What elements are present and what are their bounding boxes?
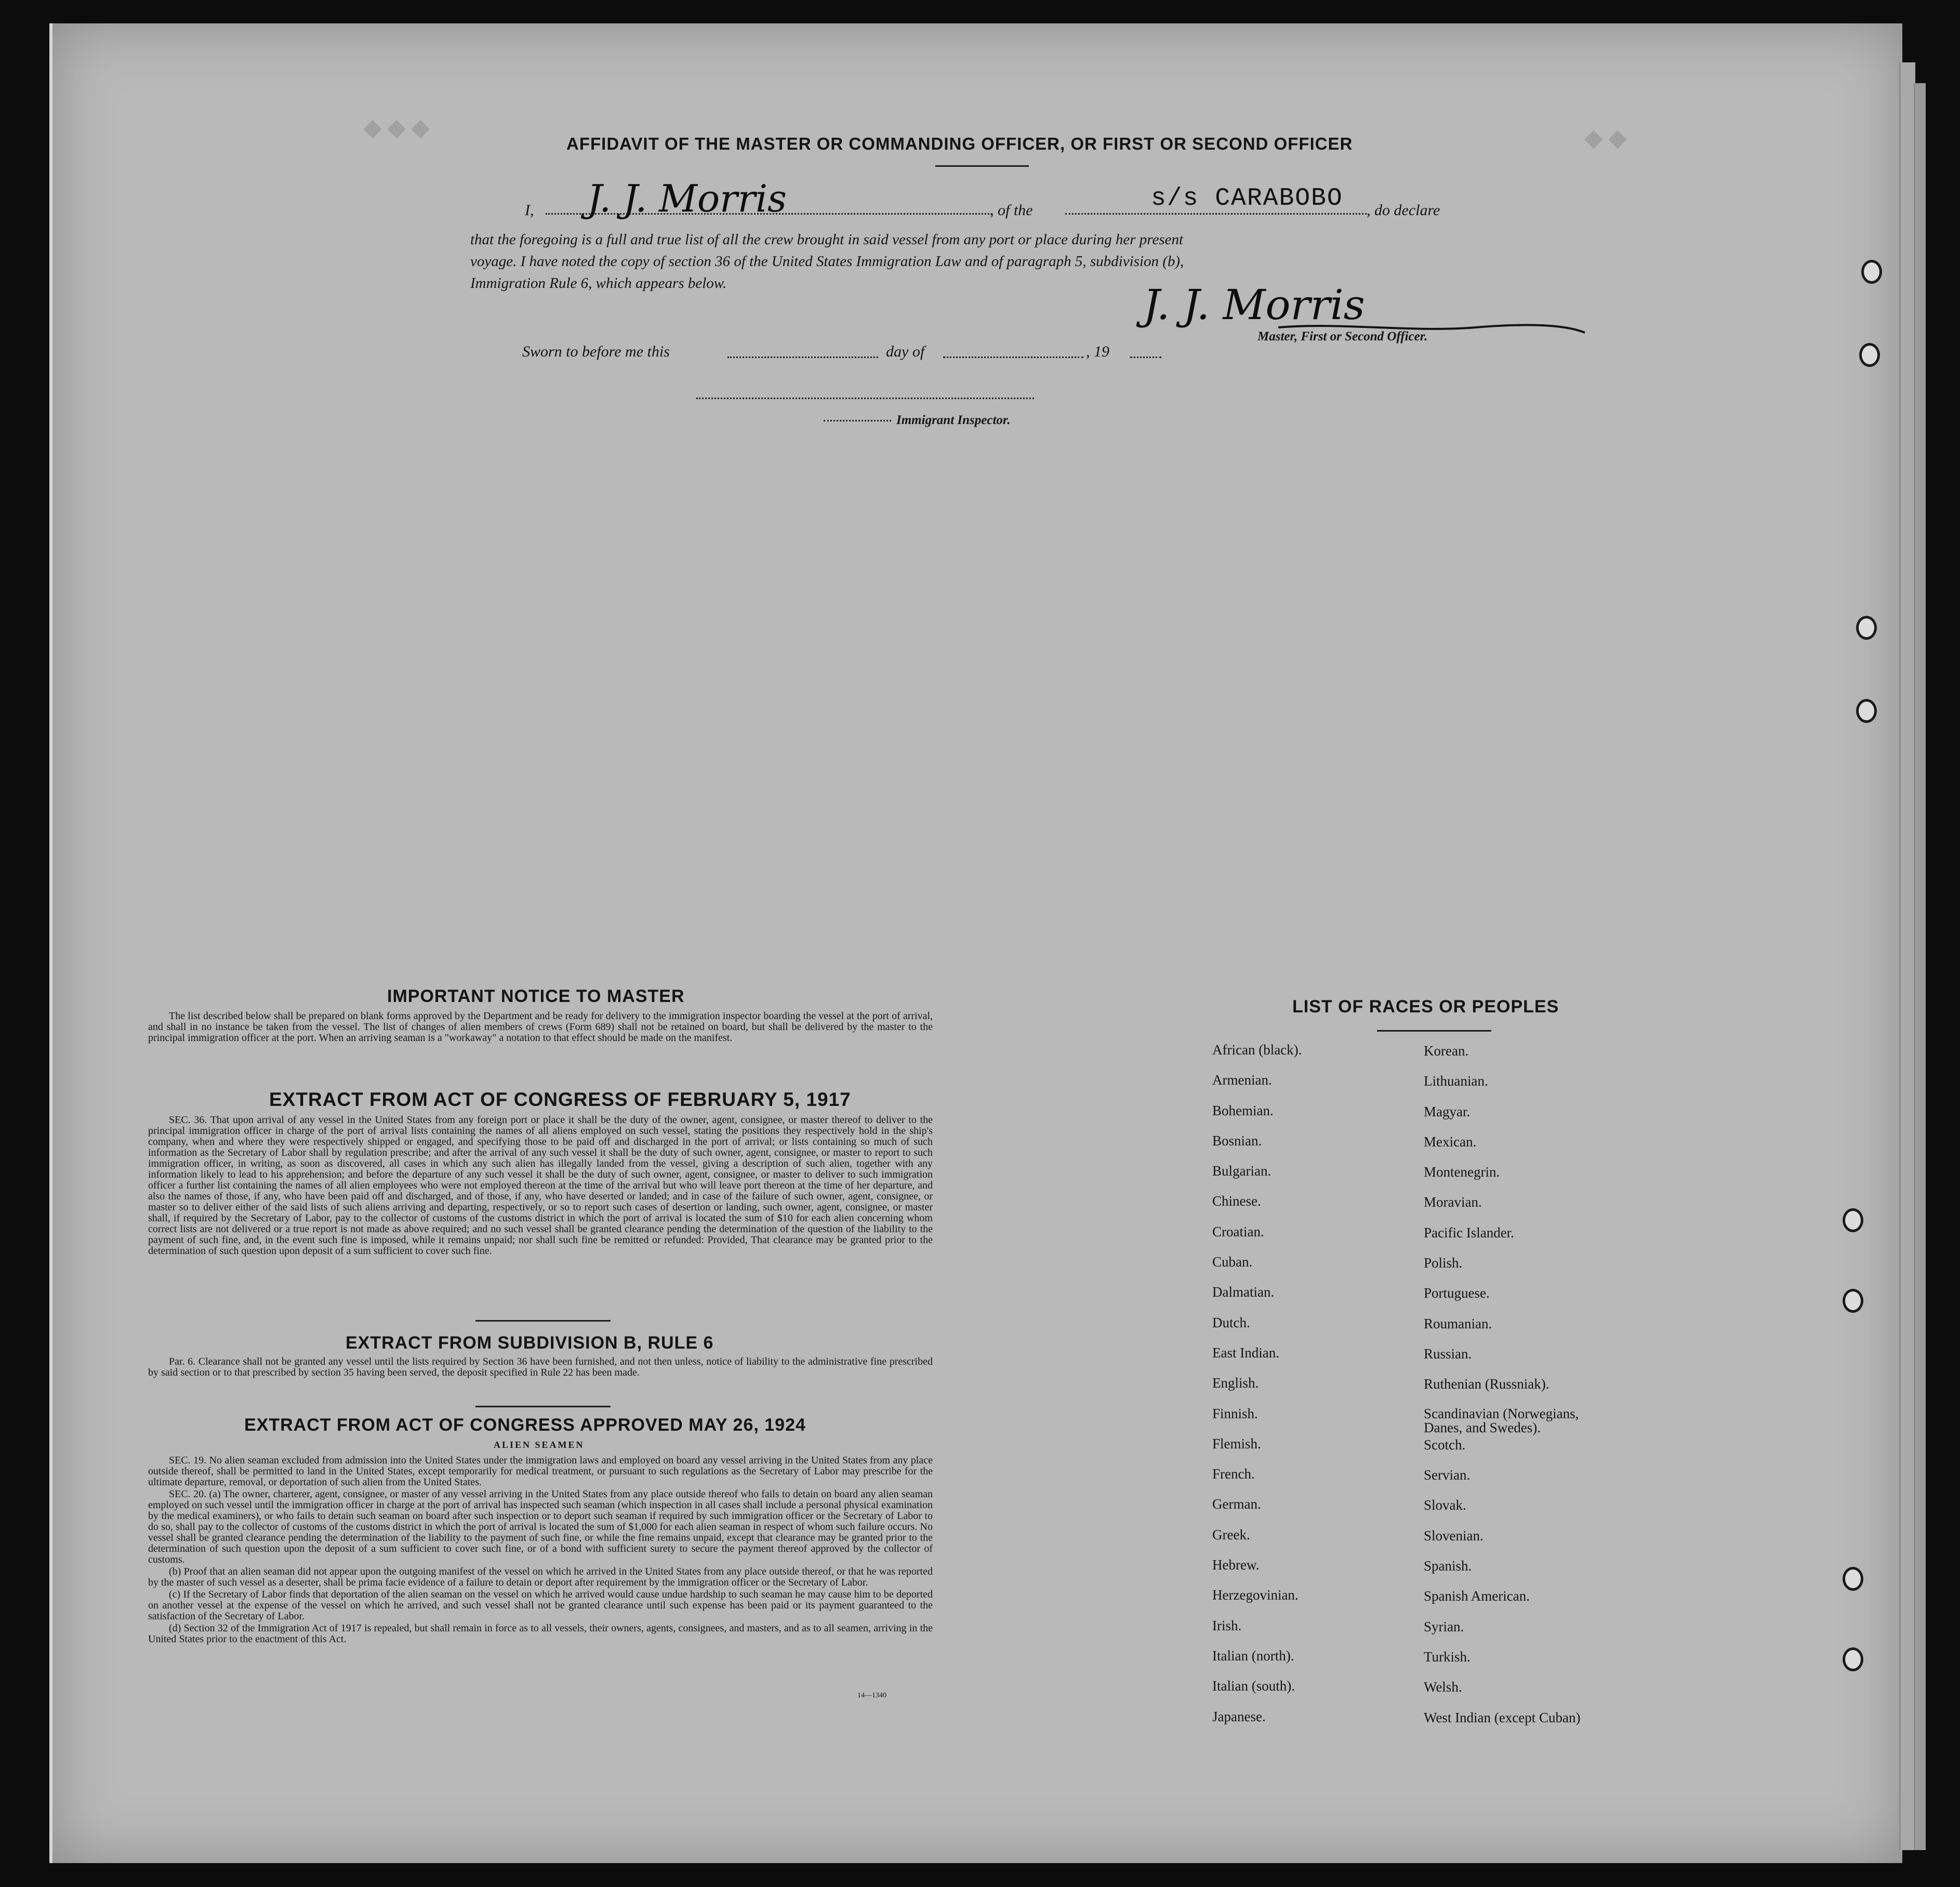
page-edge [1899, 62, 1915, 1850]
inspector-leader [824, 420, 891, 421]
race-item: Flemish. [1212, 1435, 1261, 1451]
race-item: Moravian. [1424, 1194, 1482, 1210]
bleed-through-mark: ◆ ◆ [1585, 125, 1626, 151]
race-item: French. [1212, 1466, 1255, 1482]
sec-20a-paragraph: SEC. 20. (a) The owner, charterer, agent, consignee, or master of any vessel arriving in the United States from any place outside thereof who fails to detain on board any alien seaman employed on such vessel until the immigration officer in charge at the port of arrival has inspected such seaman (which inspection in all cases shall include a personal physical examination by the medical examiners), or who fails to detain such seaman on board after such inspection or to deport such seaman if required by such immigration officer or the Secretary of Labor to do so, shall pay to the collector of customs of the customs district in which the port of arrival is located the sum of $1,000 for each alien seaman in respect of whom such failure occurs. No vessel shall be granted clearance pending the determination of the liability to the payment of such fine, or while the fine remains unpaid, except that clearance may be granted prior to the determination of such question upon the deposit of a sum sufficient to cover such fine, or of a bond with sufficient surety to secure the payment thereof approved by the collector of customs. [148, 1488, 933, 1565]
race-item: Bosnian. [1212, 1132, 1262, 1149]
race-item: Welsh. [1424, 1679, 1462, 1695]
sec-20c-paragraph: (c) If the Secretary of Labor finds that deportation of the alien seaman on the vessel on which he arrived would cause undue hardship to such seaman he may cause him to be deported on another vessel at the expense of the vessel on which he arrived, and such vessel shall not be granted clearance until such expense has been paid or its payment guaranteed to the satisfaction of the Secretary of Labor. [148, 1589, 933, 1622]
race-item: Greek. [1212, 1526, 1250, 1542]
race-item: Pacific Islander. [1424, 1224, 1514, 1241]
notice-title: IMPORTANT NOTICE TO MASTER [387, 986, 685, 1006]
punch-hole-icon [1856, 616, 1877, 640]
race-item: Bohemian. [1212, 1102, 1274, 1118]
race-item: Bulgarian. [1212, 1163, 1272, 1179]
races-left-column [1212, 1042, 1302, 1739]
race-item: Slovenian. [1424, 1527, 1484, 1543]
race-item: Portuguese. [1424, 1285, 1490, 1301]
affidavit-line: that the foregoing is a full and true list of all the crew brought in said vessel from any port or place during her present [470, 231, 1184, 248]
race-item: Magyar. [1424, 1103, 1471, 1119]
extract-rule6-title: EXTRACT FROM SUBDIVISION B, RULE 6 [346, 1333, 714, 1353]
race-item: Russian. [1424, 1345, 1472, 1362]
year-line [1130, 357, 1161, 358]
race-item: Slovak. [1424, 1497, 1466, 1513]
punch-hole-icon [1856, 699, 1877, 723]
race-item: Ruthenian (Russniak). [1424, 1376, 1550, 1392]
race-item: Polish. [1424, 1255, 1463, 1271]
master-signature: J. J. Morris [1143, 281, 1365, 329]
race-item: African (black). [1212, 1042, 1302, 1058]
signature-caption: Master, First or Second Officer. [1257, 329, 1428, 344]
race-item: Finnish. [1212, 1405, 1258, 1421]
punch-hole-icon [1843, 1289, 1863, 1313]
sworn-label: Sworn to before me this [522, 343, 670, 360]
punch-hole-icon [1843, 1647, 1863, 1671]
race-item: Armenian. [1212, 1072, 1272, 1088]
race-item: Cuban. [1212, 1254, 1253, 1270]
punch-hole-icon [1859, 343, 1880, 367]
i-label: I, [525, 202, 534, 219]
race-item: Scandinavian (Norwegians, Danes, and Swedes). [1424, 1405, 1579, 1435]
vessel-name: s/s CARABOBO [1151, 184, 1343, 213]
section-divider [475, 1320, 611, 1322]
race-item: Hebrew. [1212, 1557, 1260, 1573]
race-item: Turkish. [1424, 1648, 1471, 1665]
race-item: Korean. [1424, 1043, 1469, 1059]
race-item: Servian. [1424, 1467, 1471, 1483]
affidavit-body [470, 229, 1184, 294]
race-item: Chinese. [1212, 1193, 1261, 1209]
race-item: East Indian. [1212, 1344, 1279, 1361]
race-item: Scotch. [1424, 1436, 1466, 1453]
title-divider [935, 165, 1029, 167]
bleed-through-mark: ◆ ◆ ◆ [364, 115, 429, 140]
punch-hole-icon [1861, 260, 1882, 284]
race-item: Spanish. [1424, 1558, 1472, 1574]
race-item: Italian (south). [1212, 1678, 1295, 1694]
race-item: Croatian. [1212, 1223, 1264, 1239]
race-item: Dutch. [1212, 1314, 1250, 1330]
page-edge [1914, 83, 1926, 1850]
race-item: Mexican. [1424, 1133, 1477, 1150]
sec-36-paragraph: SEC. 36. That upon arrival of any vessel in the United States from any foreign port or place it shall be the duty of the owner, agent, consignee, or master thereof to deliver to the principal immigration officer in charge of the port of arrival lists containing the names of all aliens employed on such vessel, stating the positions they respectively hold in the ship's company, when and where they were respectively shipped or engaged, and specifying those to be paid off and discharged in the port of arrival; or lists containing so much of such information as the Secretary of Labor shall by regulation prescribe; and after the arrival of any such vessel it shall be the duty of such owner, agent, consignee, or master to report to such immigration officer, in writing, as soon as discovered, all cases in which any such alien has illegally landed from the vessel, giving a description of such alien, together with any information likely to lead to his apprehension; and before the departure of any such vessel it shall be the duty of such owner, agent, consignee, or master to deliver to such immigration officer a further list containing the names of all alien employees who were not employed thereon at the time of the arrival but who will leave port thereon at the time of her departure, and also the names of those, if any, who have been paid off and discharged, and of those, if any, who have deserted or landed; and in case of the failure of such owner, agent, consignee, or master so to deliver either of the said lists of such aliens arriving and departing, respectively, or so to report such cases of desertion or landing, such owner, agent, consignee, or master shall, if required by the Secretary of Labor, pay to the collector of customs of the customs district in which the port of arrival is located the sum of $10 for each alien concerning whom correct lists are not delivered or a true report is not made as above required; and no such vessel shall be granted clearance pending the determination of the question of the liability to the payment of such fine, and, in the event such fine is imposed, while it remains unpaid; nor shall such fine be remitted or refunded: Provided, That clearance may be granted prior to the determination of such question upon deposit of a sum sufficient to cover such fine. [148, 1114, 933, 1257]
race-item: Roumanian. [1424, 1315, 1492, 1331]
extract-rule6-text [148, 1356, 933, 1379]
master-name-signature: J. J. Morris [587, 177, 787, 220]
par-6-paragraph: Par. 6. Clearance shall not be granted any vessel until the lists required by Section 36 have been furnished, and not then unless, notice of liability to the administrative fine prescribed by said section or to that prescribed by section 35 having been served, the deposit specified in Rule 22 has been made. [148, 1356, 933, 1378]
affidavit-title: AFFIDAVIT OF THE MASTER OR COMMANDING OFFICER, OR FIRST OR SECOND OFFICER [566, 134, 1353, 153]
race-item: Dalmatian. [1212, 1284, 1275, 1300]
race-item: Spanish American. [1424, 1588, 1530, 1604]
section-divider [475, 1406, 611, 1407]
race-item: West Indian (except Cuban) [1424, 1709, 1581, 1725]
alien-seamen-subtitle: ALIEN SEAMEN [494, 1440, 585, 1450]
sworn-day-line [727, 357, 878, 358]
race-item: Italian (north). [1212, 1647, 1294, 1664]
form-number: 14—1340 [857, 1692, 886, 1699]
punch-hole-icon [1843, 1567, 1863, 1591]
extract-1917-text [148, 1115, 933, 1258]
race-item: Syrian. [1424, 1618, 1464, 1634]
race-item: Montenegrin. [1424, 1164, 1500, 1180]
affidavit-line: voyage. I have noted the copy of section 36 of the United States Immigration Law and of paragraph 5, subdivision (b), [470, 253, 1184, 270]
sworn-month-line [943, 357, 1083, 358]
sec-20b-paragraph: (b) Proof that an alien seaman did not appear upon the outgoing manifest of the vessel on which he arrived in the United States from any place outside thereof, or that he was reported by the master of such vessel as a deserter, shall be prima facie evidence of a failure to detain or deport after requirement by the immigration officer or the Secretary of Labor. [148, 1566, 933, 1588]
race-item: English. [1212, 1375, 1259, 1391]
race-item: Lithuanian. [1424, 1073, 1488, 1089]
race-item: Herzegovinian. [1212, 1587, 1299, 1603]
inspector-line [696, 398, 1034, 399]
races-divider [1377, 1030, 1491, 1032]
affidavit-line: Immigration Rule 6, which appears below. [470, 275, 727, 292]
races-right-column [1424, 1043, 1616, 1740]
extract-1924-title: EXTRACT FROM ACT OF CONGRESS APPROVED MAY 26, 1924 [244, 1415, 806, 1435]
year-label: , 19 [1086, 343, 1109, 360]
notice-paragraph: The list described below shall be prepared on blank forms approved by the Department and be ready for delivery to the immigration inspector boarding the vessel at the port of arrival, and shall in no instance be taken from the vessel. The list of changes of alien members of crews (Form 689) shall not be retained on board, but shall be delivered by the master to the principal immigration officer at the port. When an arriving seaman is a "workaway" a notation to that effect should be made on the manifest. [148, 1010, 933, 1044]
day-of-label: day of [886, 343, 925, 360]
declare-label: , do declare [1367, 202, 1440, 219]
race-item: German. [1212, 1496, 1261, 1512]
extract-1924-text [148, 1455, 933, 1646]
of-the-label: , of the [990, 202, 1033, 219]
inspector-caption: Immigrant Inspector. [896, 413, 1011, 427]
sec-19-paragraph: SEC. 19. No alien seaman excluded from admission into the United States under the immigration laws and employed on board any vessel arriving in the United States from any place outside thereof, shall be permitted to land in the United States, except temporarily for medical treatment, or pursuant to such regulations as the Secretary of Labor may prescribe for the ultimate departure, removal, or deportation of such alien from the United States. [148, 1455, 933, 1488]
race-item: Japanese. [1212, 1708, 1266, 1724]
sec-20d-paragraph: (d) Section 32 of the Immigration Act of 1917 is repealed, but shall remain in force as to all vessels, their owners, agents, consignees, and masters, and as to all seamen, arriving in the United States prior to the enactment of this Act. [148, 1622, 933, 1645]
vessel-line [1065, 213, 1367, 215]
race-item: Irish. [1212, 1617, 1242, 1633]
punch-hole-icon [1843, 1208, 1863, 1232]
races-title: LIST OF RACES OR PEOPLES [1292, 997, 1559, 1017]
notice-text [148, 1011, 933, 1045]
extract-1917-title: EXTRACT FROM ACT OF CONGRESS OF FEBRUARY 5, 1917 [269, 1089, 851, 1110]
